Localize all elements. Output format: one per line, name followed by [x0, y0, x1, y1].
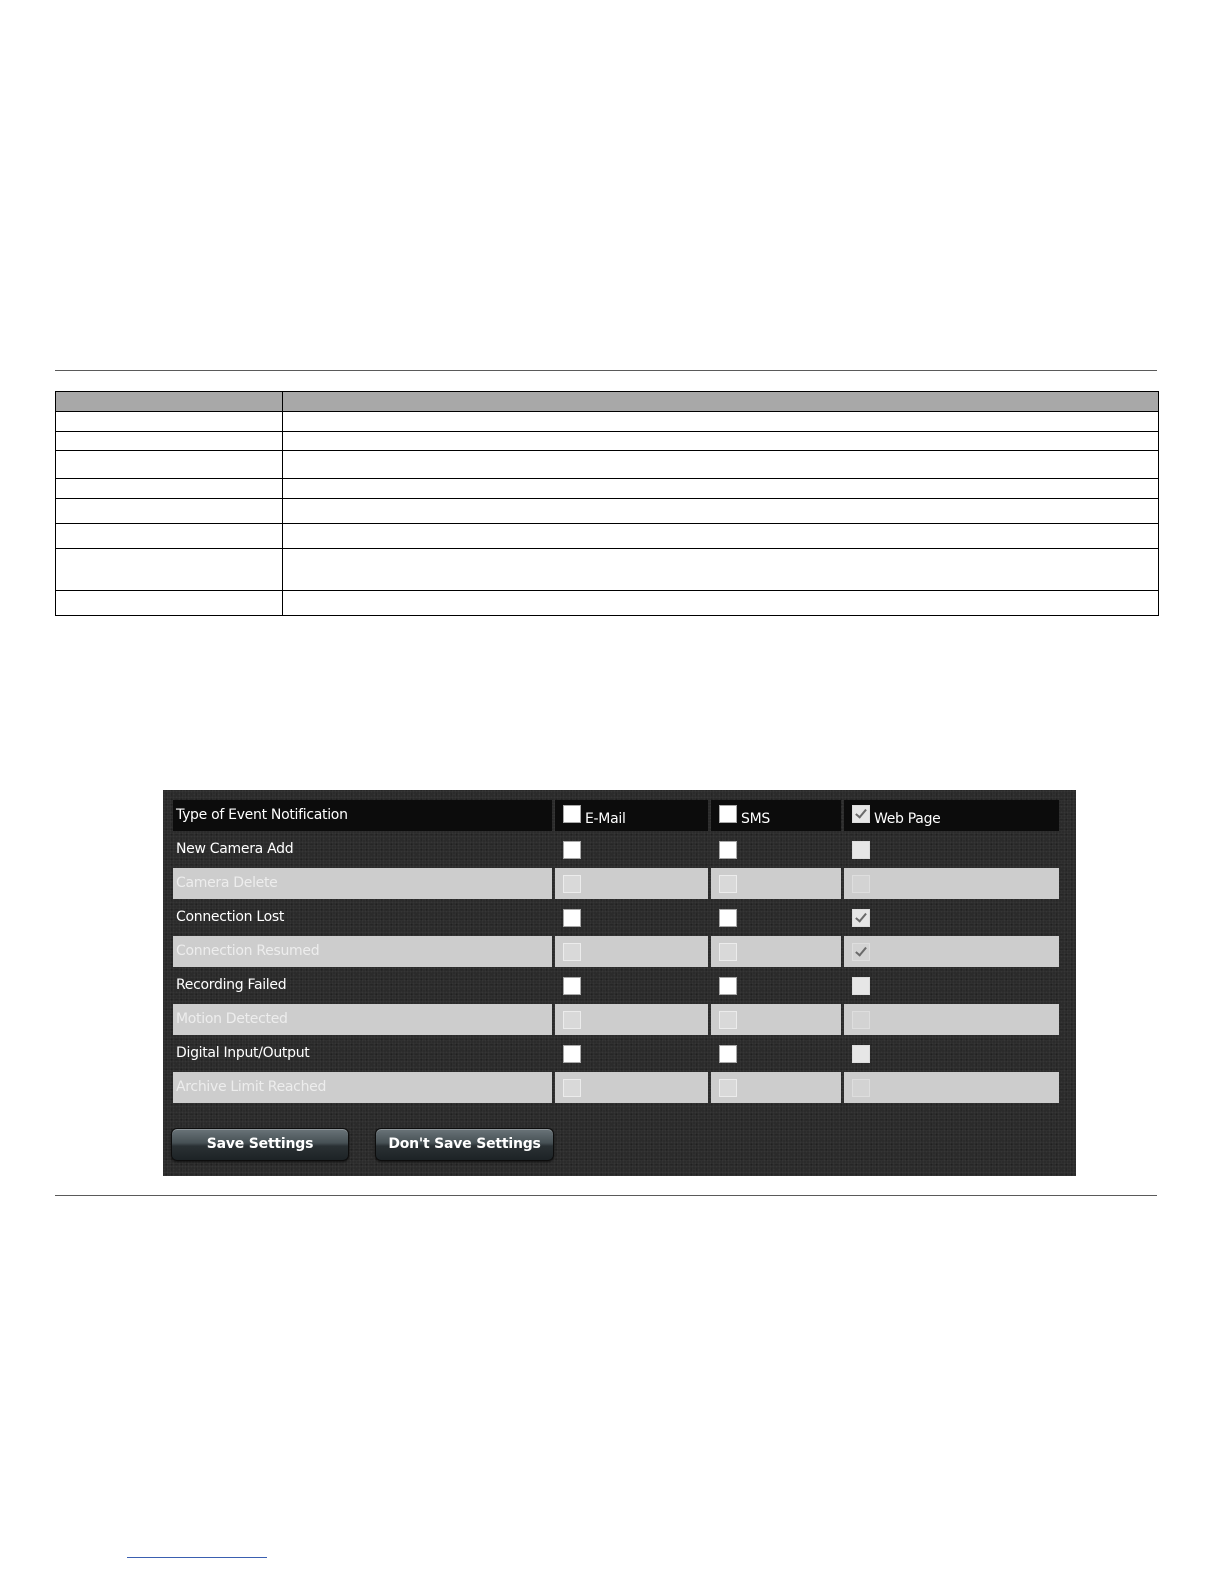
sms-cell: [711, 970, 841, 1001]
event-label: Motion Detected: [173, 1004, 552, 1035]
table-cell: [56, 549, 283, 591]
table-header-cell: [283, 392, 1159, 412]
sms-cell: [711, 1038, 841, 1069]
sms-column-header: [711, 800, 841, 831]
dont-save-settings-button[interactable]: Don't Save Settings: [375, 1128, 554, 1161]
table-cell: [283, 524, 1159, 549]
web-checkbox[interactable]: [852, 977, 870, 995]
sms-cell: [711, 1072, 841, 1103]
table-cell: [56, 591, 283, 616]
event-label: Connection Resumed: [173, 936, 552, 967]
table-cell: [283, 432, 1159, 451]
email-checkbox[interactable]: [563, 943, 581, 961]
sms-all-checkbox[interactable]: [719, 805, 737, 823]
web-checkbox[interactable]: [852, 1079, 870, 1097]
email-column-header: [555, 800, 708, 831]
sms-checkbox[interactable]: [719, 1011, 737, 1029]
table-cell: [283, 479, 1159, 499]
table-cell: [56, 479, 283, 499]
table-cell: [56, 432, 283, 451]
web-cell: [844, 1004, 1059, 1035]
sms-cell: [711, 834, 841, 865]
sms-cell: [711, 902, 841, 933]
email-checkbox[interactable]: [563, 1045, 581, 1063]
web-checkbox[interactable]: [852, 943, 870, 961]
web-all-checkbox[interactable]: [852, 805, 870, 823]
type-column-header: Type of Event Notification: [173, 800, 552, 831]
event-label: Digital Input/Output: [176, 1045, 310, 1061]
sms-checkbox[interactable]: [719, 1079, 737, 1097]
web-checkbox[interactable]: [852, 1011, 870, 1029]
event-label: Camera Delete: [173, 868, 552, 899]
email-cell: [555, 834, 708, 865]
web-column-label: Web Page: [874, 811, 941, 827]
table-cell: [283, 549, 1159, 591]
save-settings-button[interactable]: Save Settings: [171, 1128, 349, 1161]
top-divider: [55, 370, 1157, 371]
web-cell: [844, 936, 1059, 967]
table-cell: [283, 451, 1159, 479]
web-cell: [844, 1072, 1059, 1103]
email-cell: [555, 868, 708, 899]
email-checkbox[interactable]: [563, 841, 581, 859]
email-cell: [555, 1004, 708, 1035]
table-cell: [56, 412, 283, 432]
event-label: Connection Lost: [176, 909, 285, 925]
web-checkbox[interactable]: [852, 875, 870, 893]
sms-checkbox[interactable]: [719, 909, 737, 927]
sms-column-label: SMS: [741, 811, 770, 827]
web-column-header: [844, 800, 1059, 831]
table-cell: [56, 524, 283, 549]
event-label: Recording Failed: [176, 977, 287, 993]
web-checkbox[interactable]: [852, 1045, 870, 1063]
email-checkbox[interactable]: [563, 977, 581, 995]
web-cell: [844, 970, 1059, 1001]
web-checkbox[interactable]: [852, 841, 870, 859]
sms-checkbox[interactable]: [719, 1045, 737, 1063]
table-cell: [283, 591, 1159, 616]
email-checkbox[interactable]: [563, 909, 581, 927]
table-cell: [283, 499, 1159, 524]
web-cell: [844, 868, 1059, 899]
event-label: Archive Limit Reached: [173, 1072, 552, 1103]
reference-table: [55, 391, 1159, 616]
web-cell: [844, 834, 1059, 865]
sms-checkbox[interactable]: [719, 977, 737, 995]
web-cell: [844, 902, 1059, 933]
web-cell: [844, 1038, 1059, 1069]
sms-cell: [711, 868, 841, 899]
table-cell: [56, 451, 283, 479]
table-header-cell: [56, 392, 283, 412]
email-cell: [555, 1038, 708, 1069]
email-checkbox[interactable]: [563, 1011, 581, 1029]
footer-link-underline: [127, 1557, 267, 1558]
email-cell: [555, 936, 708, 967]
table-cell: [283, 412, 1159, 432]
email-cell: [555, 1072, 708, 1103]
sms-checkbox[interactable]: [719, 875, 737, 893]
email-all-checkbox[interactable]: [563, 805, 581, 823]
email-cell: [555, 902, 708, 933]
table-cell: [56, 499, 283, 524]
sms-checkbox[interactable]: [719, 841, 737, 859]
email-checkbox[interactable]: [563, 1079, 581, 1097]
sms-cell: [711, 1004, 841, 1035]
email-cell: [555, 970, 708, 1001]
sms-cell: [711, 936, 841, 967]
sms-checkbox[interactable]: [719, 943, 737, 961]
event-label: New Camera Add: [176, 841, 294, 857]
bottom-divider: [55, 1195, 1157, 1196]
email-checkbox[interactable]: [563, 875, 581, 893]
email-column-label: E-Mail: [585, 811, 626, 827]
web-checkbox[interactable]: [852, 909, 870, 927]
